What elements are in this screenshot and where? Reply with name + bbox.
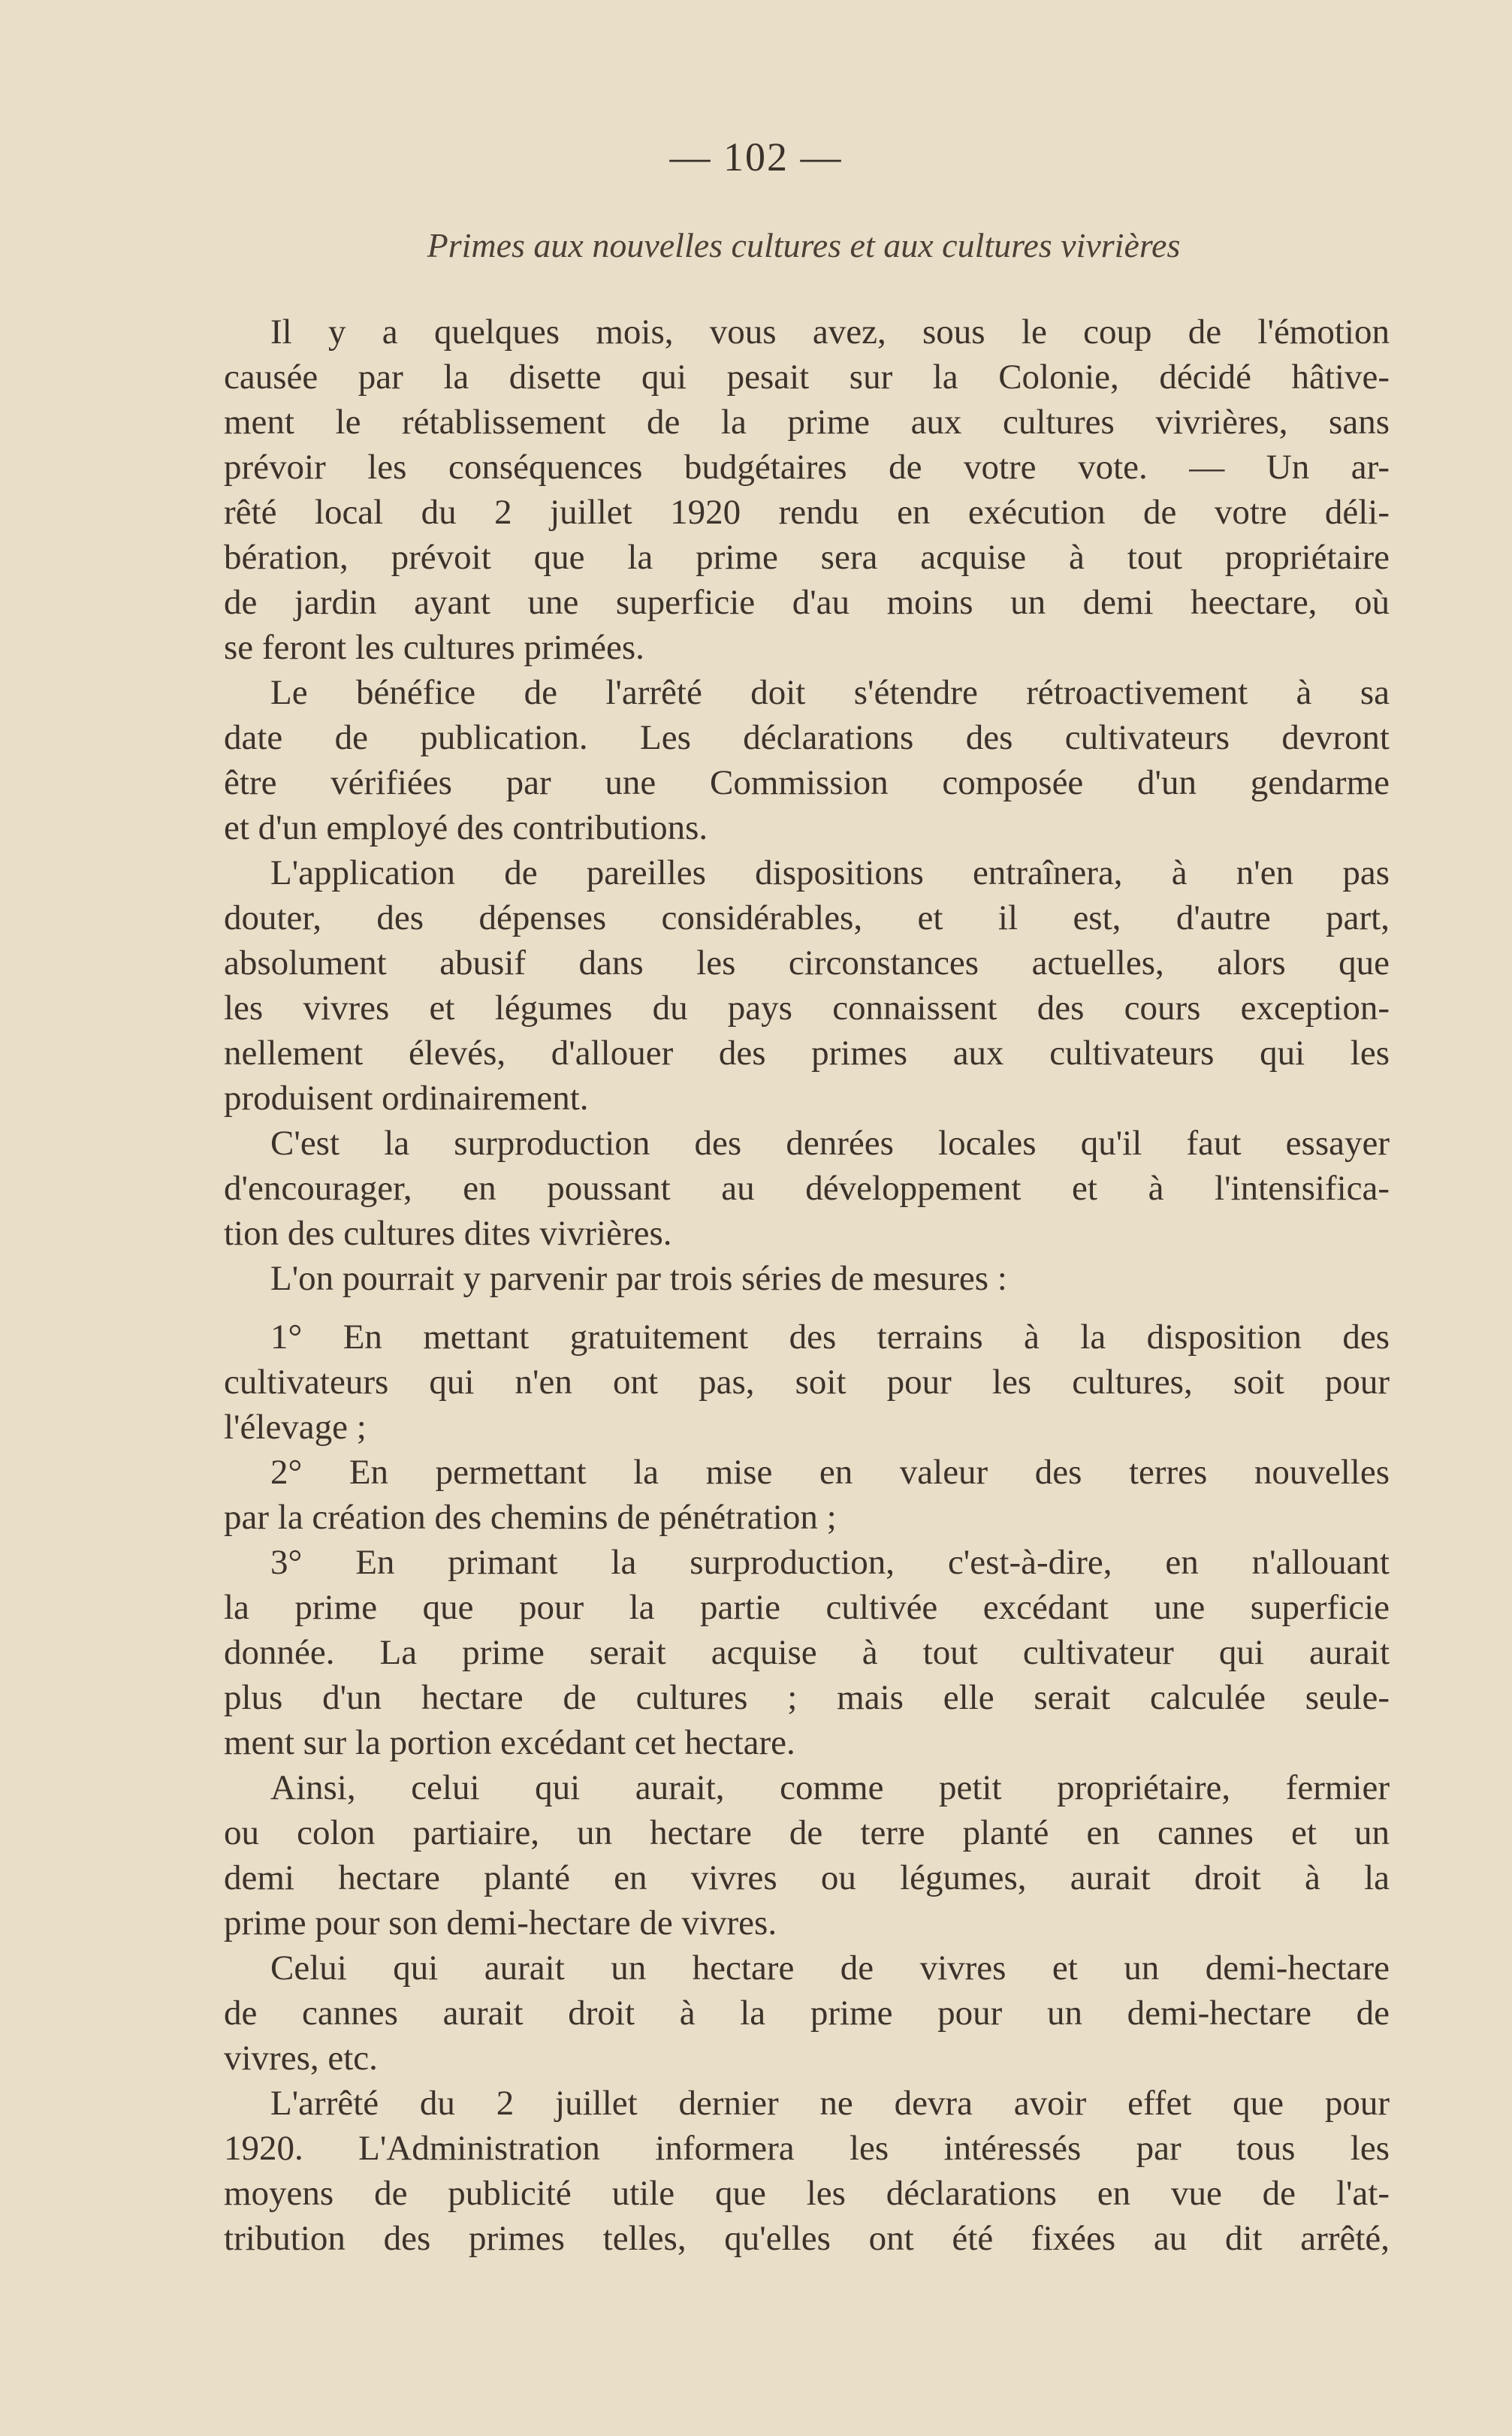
text-line — [224, 1256, 1390, 1301]
text-line-content: ment le rétablissement de la prime aux cultures vivrières, sans — [224, 403, 1390, 442]
text-line — [224, 1630, 1390, 1675]
text-line-content: les vivres et légumes du pays connaissent des cours exception- — [224, 989, 1390, 1028]
text-line — [224, 445, 1390, 490]
text-line-content: 1920. L'Administration informera les intéressés par tous les — [224, 2129, 1390, 2168]
text-line-content: produisent ordinairement. — [224, 1079, 589, 1118]
text-line — [224, 1495, 1390, 1540]
text-line — [224, 1121, 1390, 1166]
text-line-content: 1° En mettant gratuitement des terrains à la disposition des — [270, 1318, 1390, 1357]
text-line — [224, 670, 1390, 715]
paragraph — [224, 1256, 1390, 1301]
text-line — [224, 2036, 1390, 2081]
text-line-content: être vérifiées par une Commission composée d'un gendarme — [224, 763, 1390, 802]
text-line-content: causée par la disette qui pesait sur la Colonie, décidé hâtive- — [224, 358, 1390, 397]
text-line-content: nellement élevés, d'allouer des primes aux cultivateurs qui les — [224, 1034, 1390, 1073]
text-line-content: date de publication. Les déclarations des cultivateurs devront — [224, 718, 1390, 757]
text-line-content: tion des cultures dites vivrières. — [224, 1214, 672, 1253]
text-line — [224, 1450, 1390, 1495]
text-line-content: la prime que pour la partie cultivée excédant une superficie — [224, 1588, 1390, 1627]
text-line-content: ou colon partiaire, un hectare de terre planté en cannes et un — [224, 1813, 1390, 1852]
paragraph — [224, 309, 1390, 670]
text-line-content: L'on pourrait y parvenir par trois séries de mesures : — [270, 1259, 1007, 1298]
text-line — [224, 895, 1390, 940]
text-line — [224, 400, 1390, 445]
text-line-content: absolument abusif dans les circonstances actuelles, alors que — [224, 943, 1390, 983]
paragraph — [224, 670, 1390, 850]
text-line — [224, 535, 1390, 580]
text-line-content: 2° En permettant la mise en valeur des terres nouvelles — [270, 1453, 1390, 1492]
text-line — [224, 1585, 1390, 1630]
text-line-content: Celui qui aurait un hectare de vivres et un demi-hectare — [270, 1948, 1390, 1988]
text-line — [224, 2216, 1390, 2261]
text-line-content: Il y a quelques mois, vous avez, sous le coup de l'émotion — [270, 312, 1390, 352]
text-line-content: moyens de publicité utile que les déclarations en vue de l'at- — [224, 2174, 1390, 2213]
text-line-content: L'application de pareilles dispositions entraînera, à n'en pas — [270, 853, 1390, 892]
text-line-content: demi hectare planté en vivres ou légumes, aurait droit à la — [224, 1858, 1390, 1897]
text-line — [224, 580, 1390, 625]
text-line-content: donnée. La prime serait acquise à tout cultivateur qui aurait — [224, 1633, 1390, 1672]
paragraph — [224, 850, 1390, 1121]
text-line — [224, 355, 1390, 400]
paragraph — [224, 1450, 1390, 1540]
text-line-content: C'est la surproduction des denrées locales qu'il faut essayer — [270, 1124, 1390, 1163]
text-line-content: ment sur la portion excédant cet hectare. — [224, 1723, 795, 1762]
text-line-content: rêté local du 2 juillet 1920 rendu en exécution de votre déli- — [224, 493, 1390, 532]
text-line — [224, 715, 1390, 760]
text-line — [224, 1405, 1390, 1450]
text-line-content: par la création des chemins de pénétration ; — [224, 1498, 837, 1537]
text-line-content: se feront les cultures primées. — [224, 628, 644, 667]
text-line — [224, 1031, 1390, 1076]
paragraph — [224, 1540, 1390, 1765]
text-line-content: 3° En primant la surproduction, c'est-à-dire, en n'allouant — [270, 1543, 1390, 1582]
text-line — [224, 1900, 1390, 1945]
text-line-content: plus d'un hectare de cultures ; mais elle serait calculée seule- — [224, 1678, 1390, 1717]
text-line-content: Le bénéfice de l'arrêté doit s'étendre rétroactivement à sa — [270, 673, 1390, 712]
text-line — [224, 940, 1390, 986]
text-line-content: Ainsi, celui qui aurait, comme petit propriétaire, fermier — [270, 1768, 1390, 1807]
text-line-content: prime pour son demi-hectare de vivres. — [224, 1903, 777, 1942]
text-line — [224, 1765, 1390, 1810]
text-line — [224, 625, 1390, 670]
text-line — [224, 1166, 1390, 1211]
text-line — [224, 1675, 1390, 1720]
text-line-content: de jardin ayant une superficie d'au moins un demi heectare, où — [224, 583, 1390, 622]
text-line-content: tribution des primes telles, qu'elles ont été fixées au dit arrêté, — [224, 2219, 1390, 2258]
text-line — [224, 760, 1390, 805]
paragraph — [224, 1315, 1390, 1450]
text-line-content: d'encourager, en poussant au développement et à l'intensifica- — [224, 1169, 1390, 1208]
text-line — [224, 2081, 1390, 2126]
text-line — [224, 1076, 1390, 1121]
text-line — [224, 1211, 1390, 1256]
text-line-content: l'élevage ; — [224, 1408, 367, 1447]
paragraph — [224, 2081, 1390, 2261]
text-line — [224, 1360, 1390, 1405]
text-line — [224, 490, 1390, 535]
text-line-content: L'arrêté du 2 juillet dernier ne devra avoir effet que pour — [270, 2084, 1390, 2123]
text-line — [224, 1315, 1390, 1360]
page-number: — 102 — — [669, 134, 843, 180]
text-line — [224, 1945, 1390, 1991]
text-line-content: et d'un employé des contributions. — [224, 808, 708, 847]
paragraph — [224, 1121, 1390, 1256]
text-line-content: douter, des dépenses considérables, et il est, d'autre part, — [224, 898, 1390, 937]
text-line — [224, 1720, 1390, 1765]
text-line-content: bération, prévoit que la prime sera acquise à tout propriétaire — [224, 538, 1390, 577]
text-line-content: prévoir les conséquences budgétaires de votre vote. — Un ar- — [224, 448, 1390, 487]
paragraph — [224, 1945, 1390, 2081]
text-line — [224, 2126, 1390, 2171]
text-line-content: cultivateurs qui n'en ont pas, soit pour les cultures, soit pour — [224, 1363, 1390, 1402]
paragraph — [224, 1765, 1390, 1945]
text-line — [224, 309, 1390, 355]
text-line-content: de cannes aurait droit à la prime pour un demi-hectare de — [224, 1994, 1390, 2033]
text-line — [224, 986, 1390, 1031]
text-line — [224, 1540, 1390, 1585]
text-line — [224, 1810, 1390, 1855]
body-text — [224, 309, 1390, 2261]
text-line — [224, 1855, 1390, 1900]
text-line — [224, 1991, 1390, 2036]
text-line — [224, 805, 1390, 850]
text-line — [224, 850, 1390, 895]
section-title: Primes aux nouvelles cultures et aux cultures vivrières — [427, 226, 1181, 264]
text-line-content: vivres, etc. — [224, 2039, 378, 2078]
text-line — [224, 2171, 1390, 2216]
